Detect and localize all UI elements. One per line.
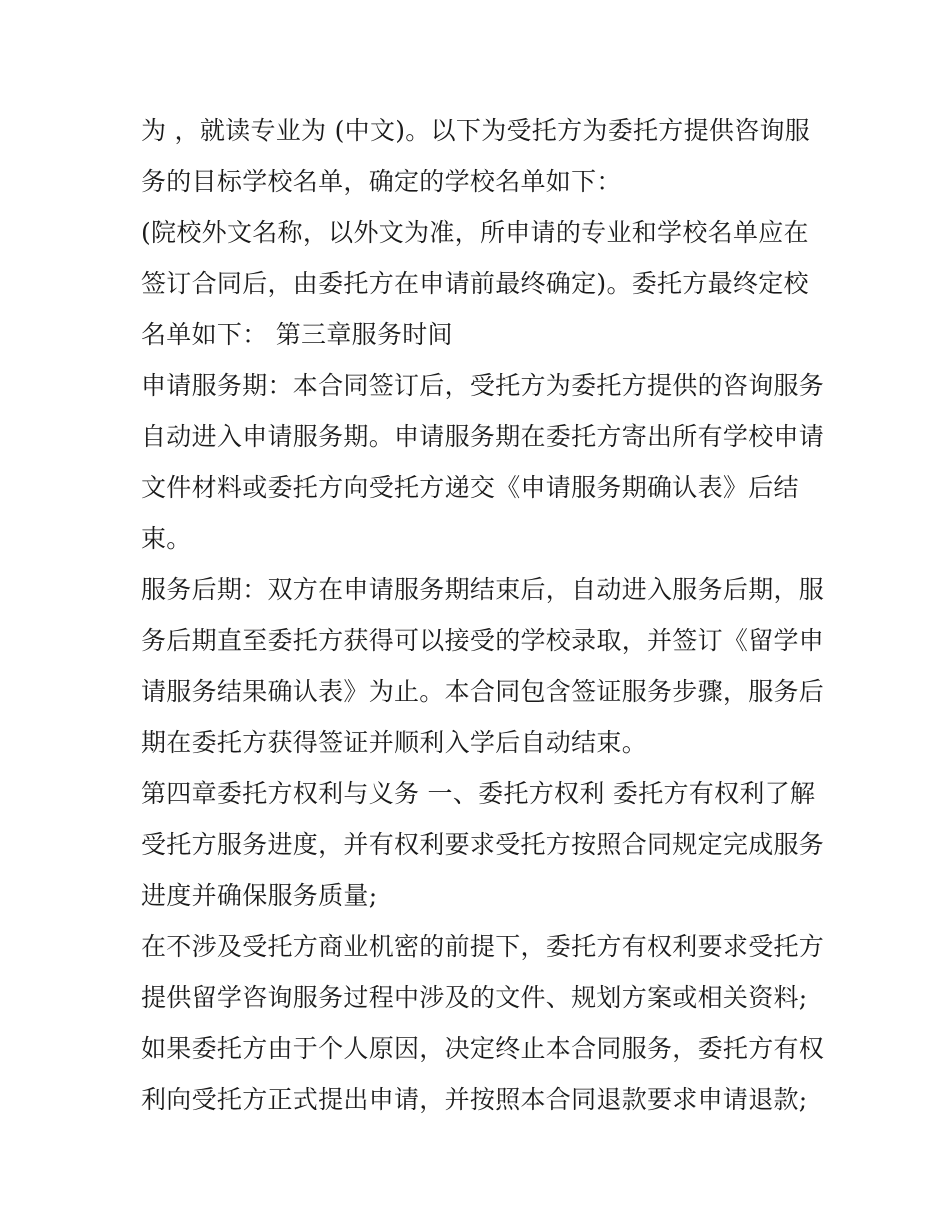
text-line: (院校外文名称，以外文为准，所申请的专业和学校名单应在 — [141, 218, 809, 247]
text-line: 束。 — [141, 524, 192, 553]
text-line: 签订合同后，由委托方在申请前最终确定)。委托方最终定校 — [141, 269, 809, 298]
text-line: 第四章委托方权利与义务 一、委托方权利 委托方有权利了解 — [141, 779, 816, 808]
text-line: 服务后期：双方在申请服务期结束后，自动进入服务后期，服 — [141, 575, 825, 604]
text-line: 务后期直至委托方获得可以接受的学校录取，并签订《留学申 — [141, 626, 825, 655]
text-line: 如果委托方由于个人原因，决定终止本合同服务，委托方有权 — [141, 1034, 825, 1063]
text-line: 务的目标学校名单，确定的学校名单如下： — [141, 167, 622, 196]
text-line: 受托方服务进度，并有权利要求受托方按照合同规定完成服务 — [141, 830, 825, 859]
text-line: 进度并确保服务质量; — [141, 881, 378, 910]
text-line: 名单如下： 第三章服务时间 — [141, 320, 453, 349]
text-line: 利向受托方正式提出申请，并按照本合同退款要求申请退款; — [141, 1085, 808, 1114]
text-line: 提供留学咨询服务过程中涉及的文件、规划方案或相关资料; — [141, 983, 808, 1012]
text-line: 在不涉及受托方商业机密的前提下，委托方有权利要求受托方 — [141, 932, 825, 961]
text-line: 为 ，就读专业为 (中文)。以下为受托方为委托方提供咨询服 — [141, 116, 811, 145]
text-line: 自动进入申请服务期。申请服务期在委托方寄出所有学校申请 — [141, 422, 825, 451]
text-line: 请服务结果确认表》为止。本合同包含签证服务步骤，服务后 — [141, 677, 825, 706]
text-line: 期在委托方获得签证并顺利入学后自动结束。 — [141, 728, 648, 757]
text-line: 申请服务期：本合同签订后，受托方为委托方提供的咨询服务 — [141, 371, 825, 400]
document-text-body — [141, 111, 825, 1131]
text-line: 文件材料或委托方向受托方递交《申请服务期确认表》后结 — [141, 473, 799, 502]
